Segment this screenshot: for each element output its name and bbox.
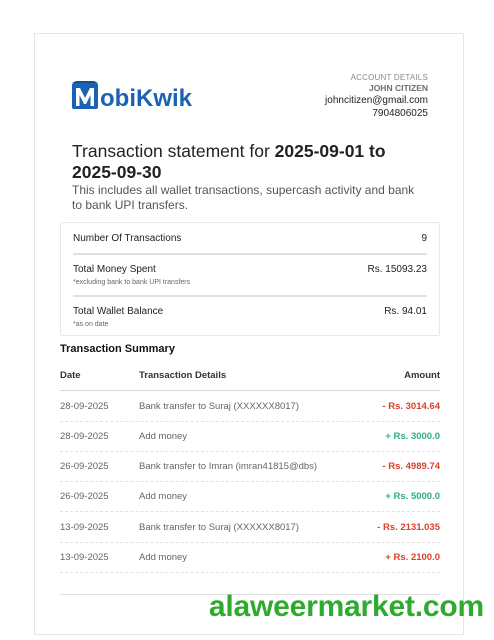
account-email: johncitizen@gmail.com (325, 95, 428, 106)
row-amount: + Rs. 2100.0 (385, 552, 440, 563)
statement-page (34, 33, 464, 635)
row-date: 28-09-2025 (60, 431, 109, 442)
table-row (60, 482, 440, 512)
account-name: JOHN CITIZEN (368, 83, 428, 93)
mobikwik-logo (72, 81, 232, 111)
account-phone: 7904806025 (372, 108, 428, 119)
row-divider (60, 572, 440, 573)
summary-balance-row (73, 306, 427, 328)
account-details (325, 73, 428, 120)
row-details: Add money (139, 552, 188, 563)
row-amount: - Rs. 3014.64 (382, 401, 440, 412)
table-row (60, 392, 440, 422)
table-row (60, 422, 440, 452)
summary-spent-note: *excluding bank to bank UPI transfers (73, 279, 191, 286)
row-amount: + Rs. 5000.0 (385, 491, 440, 502)
column-details: Transaction Details (139, 370, 227, 381)
summary-count-row (73, 233, 427, 244)
row-amount: - Rs. 4989.74 (382, 461, 440, 472)
row-date: 26-09-2025 (60, 491, 109, 502)
row-details: Bank transfer to Suraj (XXXXXX8017) (139, 401, 299, 412)
summary-spent-label: Total Money Spent (73, 264, 156, 275)
summary-balance-value: Rs. 94.01 (384, 306, 427, 317)
summary-count-value: 9 (421, 233, 427, 244)
statement-subtitle: This includes all wallet transactions, supercash activity and bank to bank UPI transfers. (72, 183, 415, 212)
statement-period: 2025-09-01 to 2025-09-30 (72, 141, 386, 182)
row-date: 13-09-2025 (60, 522, 109, 533)
row-amount: + Rs. 3000.0 (385, 431, 440, 442)
table-row (60, 452, 440, 482)
column-amount: Amount (404, 370, 440, 381)
row-date: 28-09-2025 (60, 401, 109, 412)
row-divider (60, 511, 440, 512)
account-details-heading: ACCOUNT DETAILS (350, 73, 428, 82)
row-details: Add money (139, 491, 188, 502)
summary-divider (73, 253, 427, 255)
row-amount: - Rs. 2131.035 (377, 522, 440, 533)
table-row (60, 513, 440, 543)
row-details: Bank transfer to Imran (imran41815@dbs) (139, 461, 318, 472)
row-details: Bank transfer to Suraj (XXXXXX8017) (139, 522, 299, 533)
svg-text:obiKwik: obiKwik (100, 85, 193, 111)
summary-balance-label: Total Wallet Balance (73, 306, 164, 317)
statement-title-prefix: Transaction statement for (72, 141, 275, 161)
table-row (60, 543, 440, 573)
statement-title (72, 141, 432, 183)
row-date: 13-09-2025 (60, 552, 109, 563)
table-header (60, 370, 440, 384)
summary-box (60, 222, 440, 336)
transaction-summary-heading: Transaction Summary (60, 343, 175, 355)
row-details: Add money (139, 431, 188, 442)
watermark: alaweermarket.com (208, 590, 484, 623)
summary-spent-row (73, 264, 427, 286)
summary-spent-value: Rs. 15093.23 (367, 264, 427, 275)
column-date: Date (60, 370, 81, 381)
table-header-divider (60, 390, 440, 391)
summary-count-label: Number Of Transactions (73, 233, 182, 244)
row-date: 26-09-2025 (60, 461, 109, 472)
summary-divider (73, 295, 427, 297)
summary-balance-note: *as on date (73, 321, 109, 328)
